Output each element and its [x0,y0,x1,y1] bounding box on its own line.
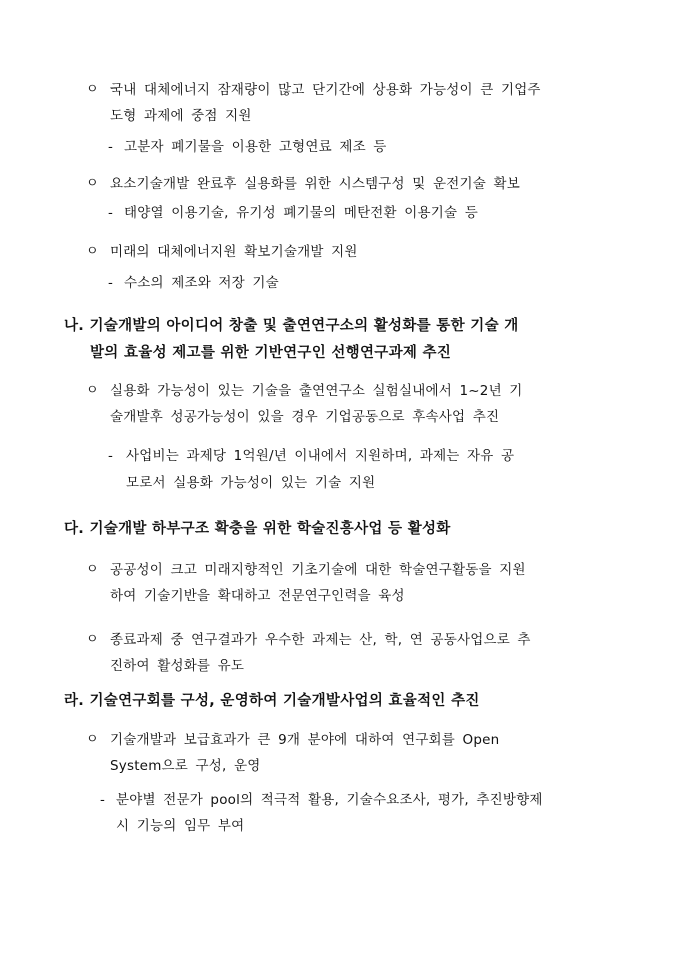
section-heading-line: 다. 기술개발 하부구조 확충을 위한 학술진흥사업 등 활성화 [64,521,451,537]
bullet-text: 공공성이 크고 미래지향적인 기초기술에 대한 학술연구활동을 지원 [110,562,526,578]
bullet-text: 진하여 활성화를 유도 [110,658,245,674]
bullet-text: 요소기술개발 완료후 실용화를 위한 시스템구성 및 운전기술 확보 [110,176,520,192]
bullet-text: 미래의 대체에너지원 확보기술개발 지원 [110,244,358,260]
circle-bullet-icon: ㅇ [86,383,99,398]
dash-text: 모로서 실용화 가능성이 있는 기술 지원 [126,475,376,491]
circle-bullet-icon: ㅇ [86,176,99,191]
bullet-text: 종료과제 중 연구결과가 우수한 과제는 산, 학, 연 공동사업으로 추 [110,632,531,648]
dash-text: 수소의 제조와 저장 기술 [124,275,279,291]
bullet-text: 술개발후 성공가능성이 있을 경우 기업공동으로 후속사업 추진 [110,409,500,425]
dash-marker: - [108,275,113,291]
section-heading-line: 나. 기술개발의 아이디어 창출 및 출연연구소의 활성화를 통한 기술 개 [64,318,519,334]
bullet-text: 기술개발과 보급효과가 큰 9개 분야에 대하여 연구회를 Open [110,732,500,748]
circle-bullet-icon: ㅇ [86,244,99,259]
bullet-text: 실용화 가능성이 있는 기술을 출연연구소 실험실내에서 1~2년 기 [110,383,523,399]
dash-text: 시 기능의 임무 부여 [116,818,245,834]
circle-bullet-icon: ㅇ [86,732,99,747]
section-heading-line: 라. 기술연구회를 구성, 운영하여 기술개발사업의 효율적인 추진 [64,693,480,709]
circle-bullet-icon: ㅇ [86,82,99,97]
dash-text: 분야별 전문가 pool의 적극적 활용, 기술수요조사, 평가, 추진방향제 [116,792,543,808]
dash-marker: - [108,139,113,155]
dash-marker: - [100,792,105,808]
dash-marker: - [108,205,113,221]
bullet-text: 하여 기술기반을 확대하고 전문연구인력을 육성 [110,588,405,604]
bullet-text: 국내 대체에너지 잠재량이 많고 단기간에 상용화 가능성이 큰 기업주 [110,82,541,98]
dash-text: 고분자 폐기물을 이용한 고형연료 제조 등 [124,139,387,155]
bullet-text: 도형 과제에 중점 지원 [110,108,252,124]
dash-text: 태양열 이용기술, 유기성 폐기물의 메탄전환 이용기술 등 [124,205,478,221]
section-heading-line: 발의 효율성 제고를 위한 기반연구인 선행연구과제 추진 [90,345,452,361]
dash-text: 사업비는 과제당 1억원/년 이내에서 지원하며, 과제는 자유 공 [126,448,515,464]
dash-marker: - [108,448,113,464]
bullet-text: System으로 구성, 운영 [110,758,261,774]
circle-bullet-icon: ㅇ [86,562,99,577]
circle-bullet-icon: ㅇ [86,632,99,647]
